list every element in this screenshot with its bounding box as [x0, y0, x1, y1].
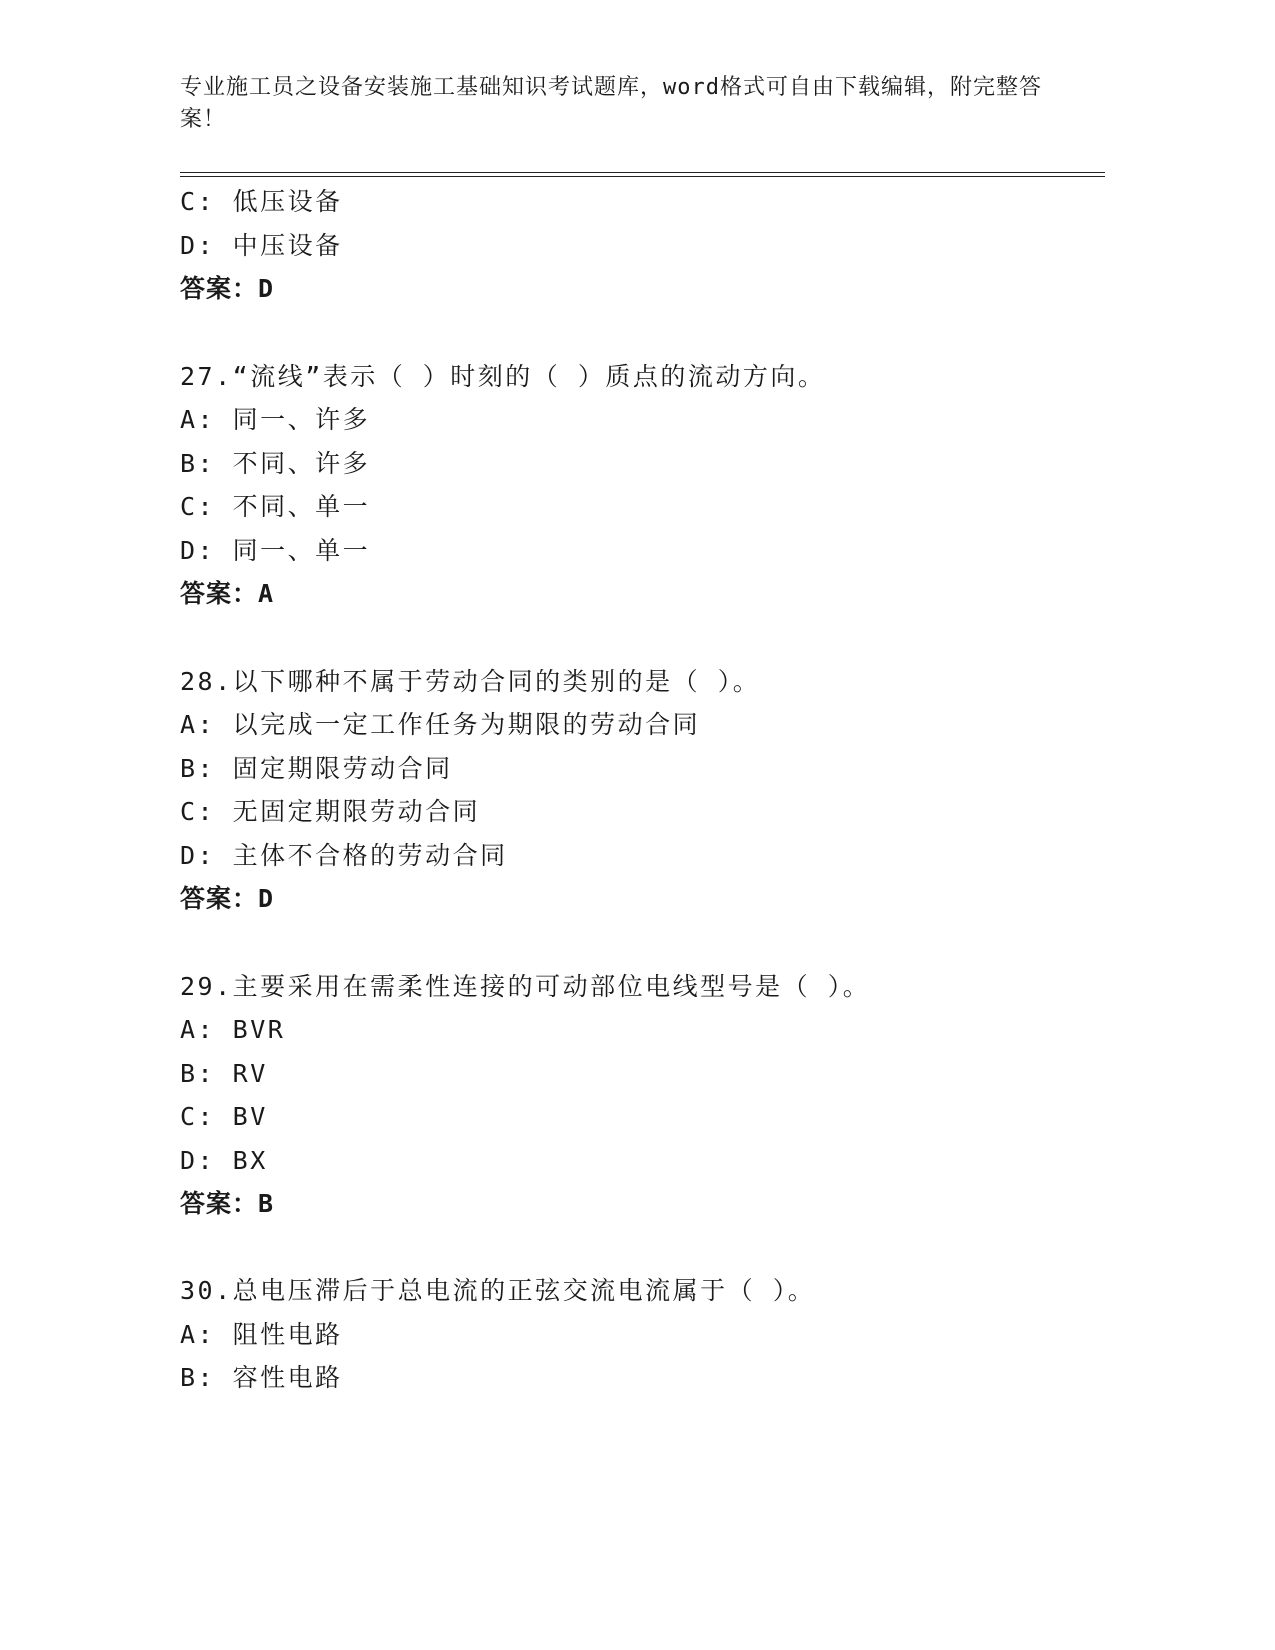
- option-a: A: 以完成一定工作任务为期限的劳动合同: [180, 710, 701, 739]
- answer-line: [180, 579, 274, 609]
- option-c: C: 低压设备: [180, 187, 343, 216]
- option-d: D: 中压设备: [180, 231, 343, 260]
- option-d: D: BX: [180, 1146, 268, 1175]
- option-c: C: BV: [180, 1102, 268, 1131]
- answer-value: A: [258, 579, 275, 608]
- answer-label: 答案：: [180, 274, 259, 303]
- option-b: B: 容性电路: [180, 1363, 343, 1392]
- option-c: C: 不同、单一: [180, 492, 371, 521]
- option-b: B: RV: [180, 1059, 268, 1088]
- option-b: B: 不同、许多: [180, 449, 371, 478]
- answer-line: [180, 274, 274, 304]
- answer-line: [180, 884, 274, 914]
- answer-value: B: [258, 1189, 275, 1218]
- answer-value: D: [258, 274, 275, 303]
- header-divider-secondary: [180, 176, 1105, 177]
- question-stem: 30.总电压滞后于总电流的正弦交流电流属于（ ）。: [180, 1276, 816, 1305]
- answer-label: 答案：: [180, 1189, 259, 1218]
- option-a: A: 同一、许多: [180, 405, 371, 434]
- option-a: A: BVR: [180, 1015, 286, 1044]
- answer-label: 答案：: [180, 579, 259, 608]
- option-d: D: 主体不合格的劳动合同: [180, 841, 508, 870]
- question-stem: 29.主要采用在需柔性连接的可动部位电线型号是（ ）。: [180, 972, 871, 1001]
- option-a: A: 阻性电路: [180, 1320, 343, 1349]
- document-header: 专业施工员之设备安装施工基础知识考试题库，word格式可自由下载编辑，附完整答案！: [180, 75, 1042, 132]
- question-stem: 28.以下哪种不属于劳动合同的类别的是（ ）。: [180, 667, 761, 696]
- option-d: D: 同一、单一: [180, 536, 371, 565]
- answer-line: [180, 1189, 274, 1219]
- option-b: B: 固定期限劳动合同: [180, 754, 453, 783]
- header-divider: [180, 172, 1105, 173]
- answer-label: 答案：: [180, 884, 259, 913]
- question-stem: 27.“流线”表示（ ）时刻的（ ）质点的流动方向。: [180, 362, 826, 391]
- answer-value: D: [258, 884, 275, 913]
- option-c: C: 无固定期限劳动合同: [180, 797, 481, 826]
